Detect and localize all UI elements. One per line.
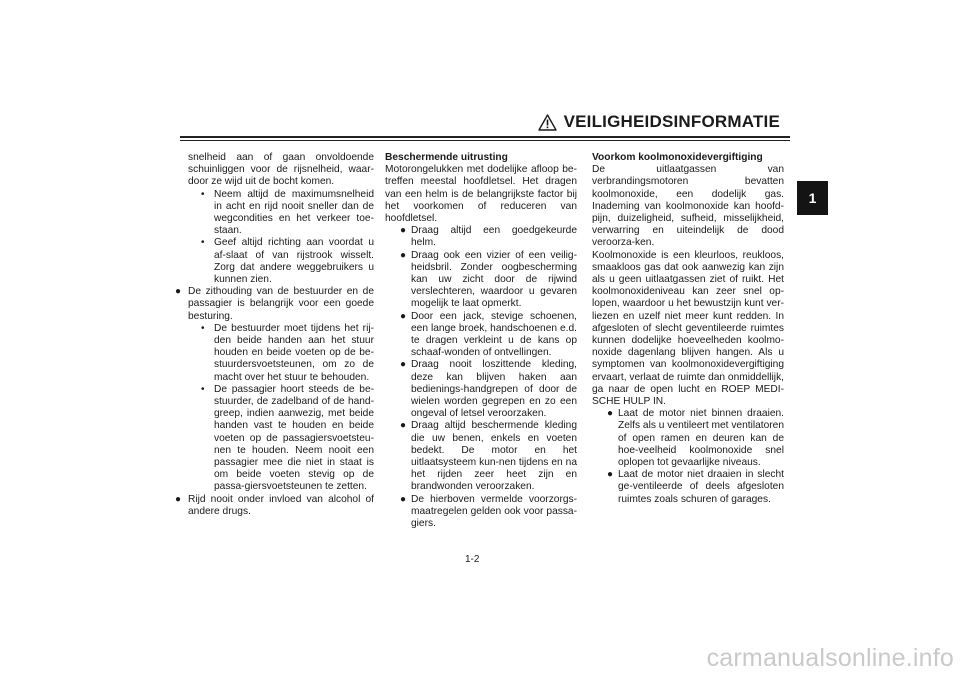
section-title-text: VEILIGHEIDSINFORMATIE (563, 112, 780, 131)
section-heading: Beschermende uitrusting (385, 152, 508, 163)
page-number: 1-2 (465, 554, 480, 565)
section-title (538, 112, 780, 132)
chapter-tab: 1 (797, 181, 828, 215)
bullet-item: ● Door een jack, stevige schoenen, een lange broek, handschoenen e.d. te dragen verkleint u de kans op schaaf-wonden of ontvellingen. (400, 310, 577, 359)
bullet-item: ● Draag ook een vizier of een veilig-heidsbril. Zonder oogbescherming kan uw zicht door de rijwind verslechteren, waardoor u gevaren mogelijk te laat opmerkt. (400, 249, 577, 310)
continued-paragraph: snelheid aan of gaan onvoldoende schuinliggen voor de rijsnelheid, waar-door ze wijd uit de bocht komen. (188, 152, 374, 188)
page-header (0, 112, 790, 142)
watermark-link[interactable]: carmanualsonline.info (706, 644, 954, 672)
sub-bullet: • Neem altijd de maximumsnelheid in acht en rijd nooit sneller dan de wegcondities en het verkeer toe-staan. (201, 188, 374, 237)
section-heading: Voorkom koolmonoxidevergiftiging (592, 152, 763, 163)
header-rule (180, 136, 790, 138)
column-3 (592, 152, 784, 506)
column-1 (175, 152, 374, 518)
paragraph: Motorongelukken met dodelijke afloop be-treffen meestal hoofdletsel. Het dragen van een helm is de belangrijkste factor bij het voorkomen of reduceren van hoofdletsel. (385, 164, 577, 225)
bullet-item: ● De zithouding van de bestuurder en de passagier is belangrijk voor een goede besturing. (175, 286, 374, 322)
bullet-item: ● Laat de motor niet draaien in slecht ge-ventileerde of deels afgesloten ruimtes zoals schuren of garages. (607, 469, 784, 505)
bullet-item: ● Draag nooit loszittende kleding, deze kan blijven haken aan bedienings-handgrepen of door de wielen worden gegrepen en zo een ongeval of letsel veroorzaken. (400, 359, 577, 420)
sub-bullet: • De bestuurder moet tijdens het rij-den beide handen aan het stuur houden en beide voeten op de be-stuurdersvoetsteunen, om zo de macht over het stuur te behouden. (201, 322, 374, 383)
bullet-item: ● Draag altijd een goedgekeurde helm. (400, 225, 577, 249)
bullet-item: ● Rijd nooit onder invloed van alcohol of andere drugs. (175, 493, 374, 517)
bullet-item: ● De hierboven vermelde voorzorgs-maatregelen gelden ook voor passa-giers. (400, 493, 577, 530)
header-rule-thin (180, 140, 790, 141)
sub-bullet: • De passagier hoort steeds de be-stuurder, de zadelband of de hand-greep, indien aanwezig, met beide handen vast te houden en beide voeten op de passagiersvoetsteu-nen te houden. Neem nooit een passagier mee die niet in staat is om beide voeten stevig op de passa-giersvoetsteunen te zetten. (201, 383, 374, 493)
bullet-item: ● Laat de motor niet binnen draaien. Zelfs als u ventileert met ventilatoren of open ramen en deuren kan de hoe-veelheid koolmonoxide snel oplopen tot gevaarlijke niveaus. (607, 408, 784, 469)
paragraph: Koolmonoxide is een kleurloos, reukloos, smaakloos gas dat ook aanwezig kan zijn als u geen uitlaatgassen ziet of ruikt. Het koolmonoxideniveau kan zeer snel op-lopen, waardoor u het bewustzijn kunt ver-liezen en uzelf niet meer kunt redden. In afgesloten of slecht geventileerde ruimtes kunnen dodelijke hoeveelheden koolmo-noxide dagenlang blijven hangen. Als u symptomen van koolmonoxidevergiftiging ervaart, verlaat de ruimte dan onmiddellijk, ga naar de open lucht en ROEP MEDI-SCHE HULP IN. (592, 249, 784, 408)
column-2 (385, 152, 577, 530)
warning-triangle-icon (538, 114, 557, 131)
paragraph: De uitlaatgassen van verbrandingsmotoren bevatten koolmonoxide, een dodelijk gas. Inademing van koolmonoxide kan hoofd-pijn, duizeligheid, sufheid, misselijkheid, verwarring en uiteindelijk de dood veroorza-ken. (592, 164, 784, 249)
sub-bullet: • Geef altijd richting aan voordat u af-slaat of van rijstrook wisselt. Zorg dat andere weggebruikers u kunnen zien. (201, 237, 374, 286)
bullet-item: ● Draag altijd beschermende kleding die uw benen, enkels en voeten bedekt. De motor en het uitlaatsysteem kun-nen tijdens en na het rijden zeer heet zijn en brandwonden veroorzaken. (400, 420, 577, 493)
